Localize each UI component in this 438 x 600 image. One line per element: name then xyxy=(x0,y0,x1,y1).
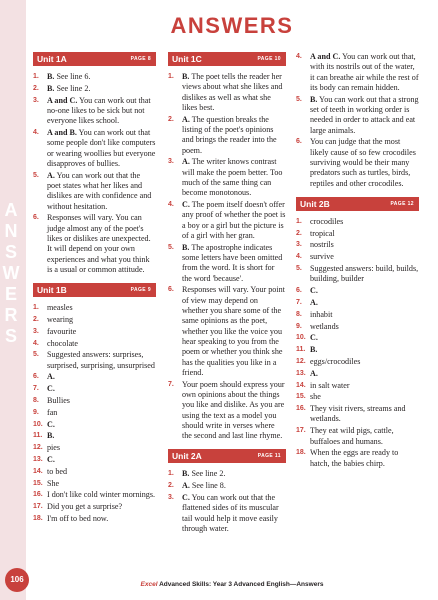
answer-text: Bullies xyxy=(47,396,70,406)
answer-text: She xyxy=(47,478,60,488)
answer-item xyxy=(296,322,419,332)
unit-name: Unit 1C xyxy=(172,54,202,64)
answer-number: 10. xyxy=(296,334,306,342)
answer-number: 4. xyxy=(296,253,302,261)
answer-item xyxy=(33,327,156,337)
answer-text: measles xyxy=(47,303,73,313)
unit-2a-continued xyxy=(296,52,419,189)
answer-item xyxy=(296,345,419,355)
answer-item xyxy=(33,502,156,512)
answer-item xyxy=(33,213,156,275)
side-tab-letter: R xyxy=(4,305,22,325)
answer-number: 1. xyxy=(33,73,39,80)
answer-text: fan xyxy=(47,407,58,417)
answer-number: 5. xyxy=(33,171,39,179)
answer-number: 15. xyxy=(296,393,306,401)
answer-text: C. xyxy=(310,333,318,343)
answer-number: 4. xyxy=(168,201,174,209)
answer-text: eggs/crocodiles xyxy=(310,356,361,366)
unit-header xyxy=(296,197,419,211)
footer-brand: Excel xyxy=(140,581,158,588)
answer-text: Suggested answers: surprises, surprised, surprising, unsurprised xyxy=(47,350,155,370)
answer-item xyxy=(296,137,419,188)
answer-number: 4. xyxy=(33,339,39,347)
answer-text: tropical xyxy=(310,228,335,238)
answer-number: 17. xyxy=(296,427,306,435)
answer-text: A. You can work out that the poet states what her likes and dislikes are with confidence and without hesitation. xyxy=(47,170,152,211)
answer-item xyxy=(33,84,156,94)
answer-text: They visit rivers, streams and wetlands. xyxy=(310,404,406,424)
answer-text: she xyxy=(310,392,321,402)
answer-item xyxy=(296,369,419,379)
answer-number: 16. xyxy=(296,405,306,413)
answer-item xyxy=(33,467,156,477)
answer-text: chocolate xyxy=(47,338,79,348)
answer-text: wetlands xyxy=(310,321,339,331)
answer-number: 7. xyxy=(168,380,174,388)
answer-text: A. See line 8. xyxy=(182,481,226,491)
answer-text: C. The poem itself doesn't offer any proof of whether the poet is a boy or a girl but the picture is of a girl with her gran. xyxy=(182,200,286,240)
answer-text: C. xyxy=(47,419,55,429)
answer-number: 4. xyxy=(296,53,302,60)
answer-item xyxy=(33,384,156,394)
answer-text: B. See line 6. xyxy=(47,72,91,81)
answer-number: 1. xyxy=(296,217,302,225)
answer-number: 7. xyxy=(33,385,39,393)
answer-text: C. You can work out that the flattened sides of its muscular tail would help it move easily through water. xyxy=(182,492,279,533)
answer-item xyxy=(33,514,156,524)
answer-number: 11. xyxy=(33,432,43,440)
unit-page-ref: PAGE 9 xyxy=(130,287,151,294)
answer-text: When the eggs are ready to hatch, the babies chirp. xyxy=(310,448,399,468)
unit-header xyxy=(33,283,156,297)
answer-item xyxy=(33,350,156,371)
answer-item xyxy=(296,252,419,262)
answer-number: 14. xyxy=(33,467,43,475)
answer-item xyxy=(33,128,156,169)
answer-number: 2. xyxy=(33,84,39,92)
page-number: 106 xyxy=(5,568,29,592)
answer-item xyxy=(296,264,419,285)
side-tab-letter: S xyxy=(4,326,21,346)
answer-item xyxy=(168,72,286,113)
answer-number: 3. xyxy=(296,241,302,249)
answer-item xyxy=(168,115,286,156)
answer-item xyxy=(168,200,286,241)
answer-number: 5. xyxy=(168,243,174,251)
answer-text: A and C. You can work out that no-one likes to be sick but not everyone likes school. xyxy=(47,95,151,126)
answer-text: in salt water xyxy=(310,380,350,390)
answer-number: 14. xyxy=(296,381,306,389)
column-1 xyxy=(33,52,156,532)
answer-text: wearing xyxy=(47,314,74,324)
answer-item xyxy=(296,52,419,93)
answer-item xyxy=(296,448,419,469)
answer-number: 13. xyxy=(296,369,306,377)
answer-text: nostrils xyxy=(310,240,334,250)
answer-text: A and C. You can work out that, with its nostrils out of the water, it can breathe air while the rest of its body can remain hidden. xyxy=(310,52,419,92)
answer-number: 3. xyxy=(168,158,174,166)
answer-text: B. The apostrophe indicates some letters have been omitted from the word. It is short for the word 'because'. xyxy=(182,242,283,283)
answer-number: 3. xyxy=(33,96,39,104)
answer-item xyxy=(168,285,286,378)
answer-item xyxy=(296,229,419,239)
unit-2b xyxy=(296,197,419,469)
answer-item xyxy=(33,443,156,453)
unit-1a xyxy=(33,52,156,275)
answer-number: 8. xyxy=(296,310,302,318)
side-tab-label xyxy=(0,200,26,347)
answer-number: 4. xyxy=(33,128,39,136)
answer-number: 5. xyxy=(33,351,39,359)
answer-text: You can judge that the most likely cause of so few crocodiles surviving would be their many predators such as turtles, birds, reptiles and other crocodiles. xyxy=(310,137,416,188)
answer-number: 6. xyxy=(296,287,302,295)
answer-number: 11. xyxy=(296,346,306,354)
unit-header xyxy=(168,449,286,463)
unit-page-ref: PAGE 11 xyxy=(257,453,281,460)
side-tab-letter: N xyxy=(4,221,22,241)
answer-text: survive xyxy=(310,252,334,262)
answer-text: A and B. You can work out that some people don't like computers or wearing woollies but everyone disapproves of bullies. xyxy=(47,127,156,168)
unit-name: Unit 2B xyxy=(300,198,330,209)
answer-item xyxy=(33,303,156,313)
answer-item xyxy=(33,72,156,82)
answer-text: pies xyxy=(47,443,61,453)
side-tab-letter: W xyxy=(2,263,24,283)
side-tab xyxy=(0,0,26,600)
answer-number: 18. xyxy=(33,514,43,522)
answer-text: Did you get a surprise? xyxy=(47,502,123,512)
answer-text: Responses will vary. Your point of view may depend on whether you share some of the same opinions as the poet, whether you like the voice you hear speaking to you from the poem or whether you think she has the qualities you like in a friend. xyxy=(182,285,285,377)
answer-item xyxy=(168,481,286,491)
answer-item xyxy=(168,493,286,534)
answer-item xyxy=(33,96,156,127)
unit-page-ref: PAGE 8 xyxy=(130,56,151,62)
side-tab-letter: S xyxy=(4,242,21,262)
unit-name: Unit 1A xyxy=(37,54,67,64)
answer-text: Responses will vary. You can judge almost any of the poet's likes or dislikes are unexpected. It will depend on your own experiences and what you think is a usual or common attitude. xyxy=(47,213,151,274)
answer-item xyxy=(33,408,156,418)
answer-text: C. xyxy=(310,286,318,296)
answer-number: 18. xyxy=(296,449,306,457)
answer-text: inhabit xyxy=(310,309,333,319)
answer-item xyxy=(168,380,286,442)
answer-number: 17. xyxy=(33,503,43,511)
answer-item xyxy=(296,217,419,227)
answer-item xyxy=(168,243,286,284)
answer-number: 15. xyxy=(33,479,43,487)
answer-text: They eat wild pigs, cattle, buffaloes and humans. xyxy=(310,426,394,446)
answer-item xyxy=(33,339,156,349)
footer-text: Advanced Skills: Year 3 Advanced English—Answers xyxy=(159,581,324,588)
answer-text: B. xyxy=(47,431,55,441)
answer-item xyxy=(33,431,156,441)
answer-text: A. The writer knows contrast will make the poem better. Too much of the same thing can become monotonous. xyxy=(182,157,283,198)
answer-number: 3. xyxy=(168,493,174,501)
column-3 xyxy=(296,52,419,477)
answer-item xyxy=(296,392,419,402)
side-tab-letter: A xyxy=(4,200,22,220)
answer-item xyxy=(168,469,286,479)
answer-item xyxy=(296,95,419,136)
answer-text: B. See line 2. xyxy=(182,469,226,479)
answer-number: 1. xyxy=(168,73,174,80)
answer-item xyxy=(33,455,156,465)
answer-item xyxy=(296,310,419,320)
answer-item xyxy=(33,490,156,500)
answer-number: 2. xyxy=(33,315,39,323)
answer-number: 2. xyxy=(296,229,302,237)
answer-text: A. The question breaks the listing of the poet's opinions and brings the reader into the poem. xyxy=(182,114,277,155)
answer-number: 7. xyxy=(296,298,302,306)
answer-text: I'm off to bed now. xyxy=(47,513,109,523)
answer-list xyxy=(296,52,419,189)
answer-text: B. See line 2. xyxy=(47,83,91,93)
answer-list xyxy=(33,72,156,275)
answer-number: 6. xyxy=(33,373,39,381)
footer xyxy=(26,581,438,588)
answer-item xyxy=(296,286,419,296)
answer-text: B. The poet tells the reader her views about what she likes and dislikes as well as what she likes best. xyxy=(182,72,283,112)
answer-number: 6. xyxy=(33,214,39,222)
answer-text: I don't like cold winter mornings. xyxy=(47,490,156,500)
answer-number: 8. xyxy=(33,397,39,405)
answer-text: crocodiles xyxy=(310,216,344,226)
answer-item xyxy=(296,426,419,447)
answer-number: 12. xyxy=(33,444,43,452)
unit-header xyxy=(168,52,286,66)
answer-item xyxy=(296,404,419,425)
answer-item xyxy=(33,372,156,382)
answer-list xyxy=(33,303,156,524)
page-title: ANSWERS xyxy=(170,13,294,38)
unit-page-ref: PAGE 12 xyxy=(390,200,414,207)
answer-text: A. xyxy=(310,368,318,378)
answer-number: 3. xyxy=(33,327,39,335)
side-tab-letter: E xyxy=(4,284,21,304)
answer-item xyxy=(296,357,419,367)
unit-name: Unit 2A xyxy=(172,451,202,462)
answer-text: A. xyxy=(310,297,318,307)
answer-list xyxy=(296,217,419,469)
unit-page-ref: PAGE 10 xyxy=(257,56,281,62)
unit-1c xyxy=(168,52,286,441)
unit-2a xyxy=(168,449,286,534)
answer-number: 9. xyxy=(33,408,39,416)
answer-number: 6. xyxy=(168,286,174,294)
answer-number: 10. xyxy=(33,420,43,428)
answer-item xyxy=(296,240,419,250)
answer-item xyxy=(296,333,419,343)
answer-text: Suggested answers: build, builds, building, builder xyxy=(310,264,419,284)
answer-list xyxy=(168,72,286,441)
answer-item xyxy=(296,381,419,391)
answer-number: 5. xyxy=(296,265,302,273)
unit-header xyxy=(33,52,156,66)
answer-text: B. You can work out that a strong set of teeth in working order is needed in order to attack and eat large animals. xyxy=(310,94,419,135)
unit-name: Unit 1B xyxy=(37,285,67,296)
answer-number: 5. xyxy=(296,95,302,103)
answer-number: 2. xyxy=(168,482,174,490)
answer-text: favourite xyxy=(47,326,77,336)
answer-item xyxy=(33,171,156,212)
answer-number: 2. xyxy=(168,115,174,123)
answer-number: 1. xyxy=(33,304,39,312)
answer-text: B. xyxy=(310,345,318,355)
answer-number: 12. xyxy=(296,357,306,365)
answer-number: 6. xyxy=(296,138,302,146)
answer-text: C. xyxy=(47,455,55,464)
answer-text: C. xyxy=(47,384,55,394)
unit-1b xyxy=(33,283,156,524)
column-2 xyxy=(168,52,286,542)
answer-text: Your poem should express your own opinions about the things you like and dislike. As you are using the text as a model you should write in verses where the second and last line rhyme. xyxy=(182,379,285,441)
answer-number: 13. xyxy=(33,456,43,463)
answer-item xyxy=(33,420,156,430)
answer-item xyxy=(296,298,419,308)
answer-number: 16. xyxy=(33,491,43,499)
answer-item xyxy=(33,315,156,325)
answer-item xyxy=(168,157,286,198)
answer-item xyxy=(33,396,156,406)
answer-text: A. xyxy=(47,372,55,382)
answer-item xyxy=(33,479,156,489)
answer-text: to bed xyxy=(47,466,68,476)
answer-number: 1. xyxy=(168,470,174,478)
answer-list xyxy=(168,469,286,534)
answer-number: 9. xyxy=(296,322,302,330)
